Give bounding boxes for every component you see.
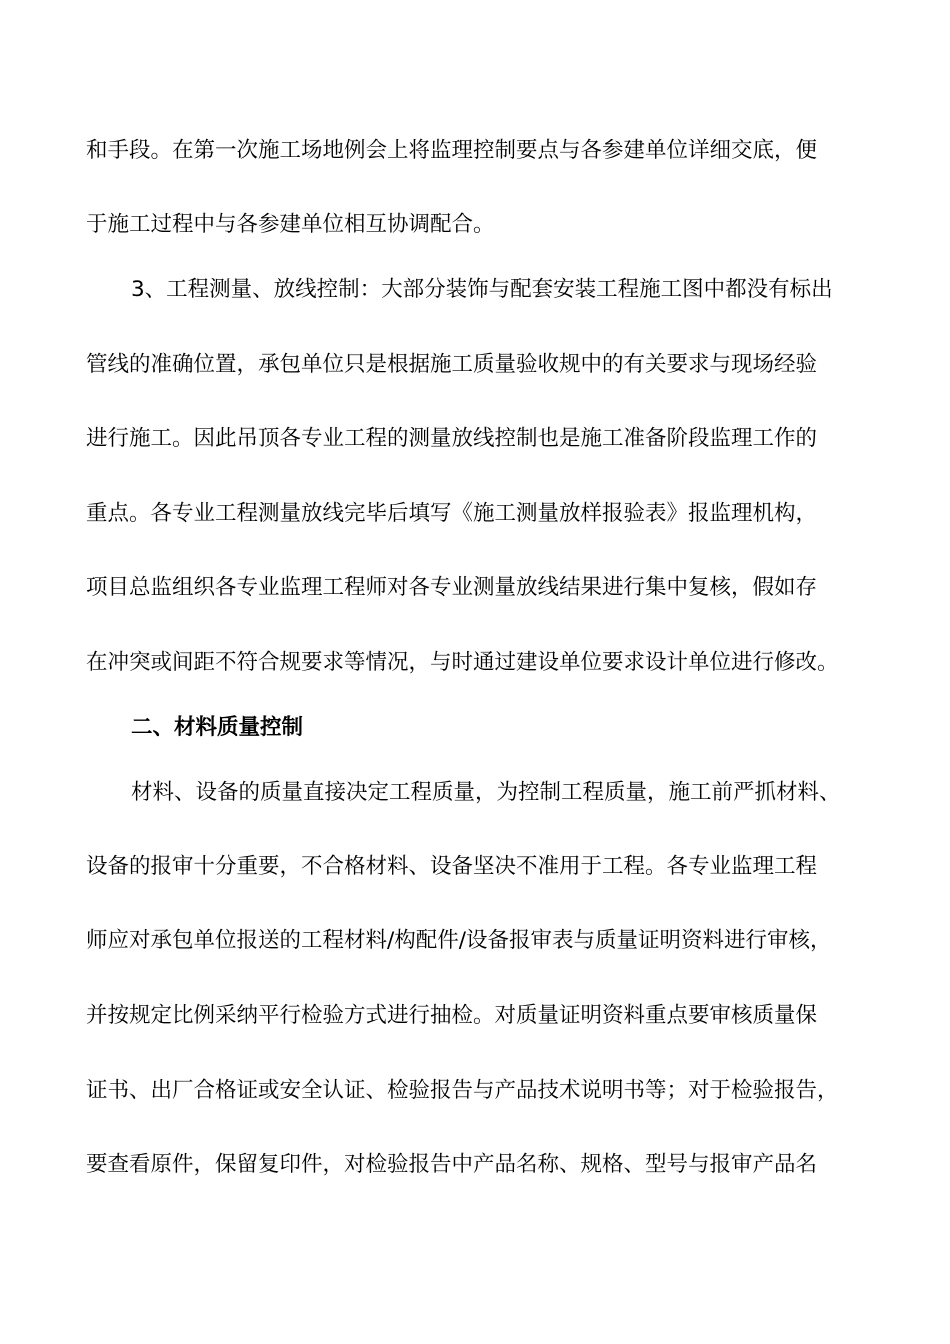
- paragraph-line: 材料、设备的质量直接决定工程质量，为控制工程质量，施工前严抓材料、: [131, 780, 841, 805]
- paragraph-line: 进行施工。因此吊顶各专业工程的测量放线控制也是施工准备阶段监理工作的: [86, 426, 818, 451]
- paragraph-line: 项目总监组织各专业监理工程师对各专业测量放线结果进行集中复核，假如存: [86, 575, 818, 600]
- paragraph-line: 3、工程测量、放线控制：大部分装饰与配套安装工程施工图中都没有标出: [131, 277, 833, 302]
- paragraph-line: 师应对承包单位报送的工程材料/构配件/设备报审表与质量证明资料进行审核，: [86, 928, 832, 953]
- paragraph-line: 管线的准确位置，承包单位只是根据施工质量验收规中的有关要求与现场经验: [86, 352, 818, 377]
- paragraph-line: 要查看原件，保留复印件，对检验报告中产品名称、规格、型号与报审产品名: [86, 1152, 818, 1177]
- paragraph-line: 证书、出厂合格证或安全认证、检验报告与产品技术说明书等；对于检验报告，: [86, 1078, 839, 1103]
- paragraph-line: 在冲突或间距不符合规要求等情况，与时通过建设单位要求设计单位进行修改。: [86, 650, 839, 675]
- paragraph-line: 于施工过程中与各参建单位相互协调配合。: [86, 212, 495, 237]
- section-heading: 二、材料质量控制: [131, 715, 304, 740]
- paragraph-line: 设备的报审十分重要，不合格材料、设备坚决不准用于工程。各专业监理工程: [86, 854, 818, 879]
- paragraph-line: 和手段。在第一次施工场地例会上将监理控制要点与各参建单位详细交底，便: [86, 138, 818, 163]
- paragraph-line: 并按规定比例采纳平行检验方式进行抽检。对质量证明资料重点要审核质量保: [86, 1003, 818, 1028]
- paragraph-line: 重点。各专业工程测量放线完毕后填写《施工测量放样报验表》报监理机构，: [86, 501, 818, 526]
